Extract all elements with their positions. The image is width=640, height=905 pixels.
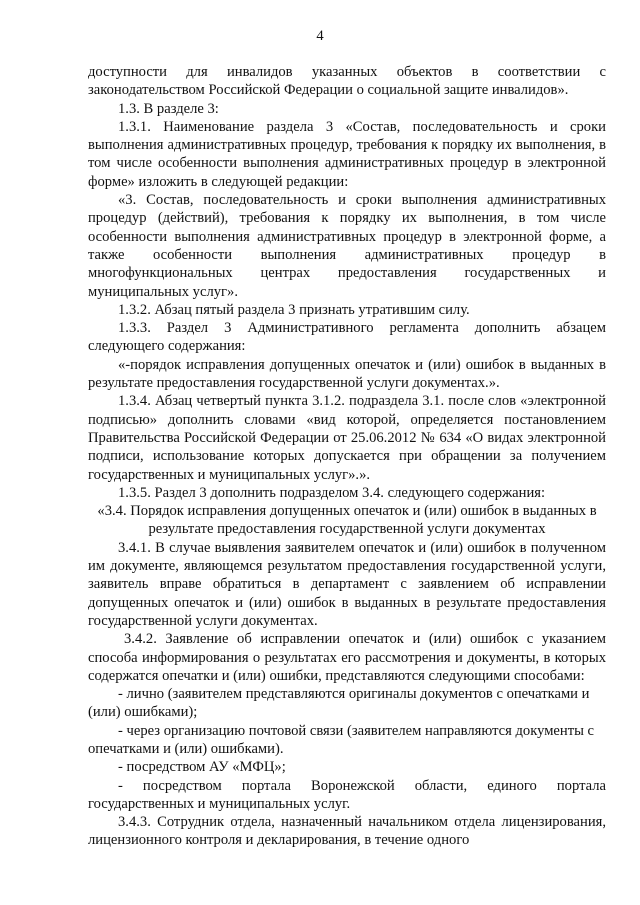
paragraph-1-3: 1.3. В разделе 3: xyxy=(118,100,219,117)
paragraph-1-3-3: 1.3.3. Раздел 3 Административного регламента дополнить абзацем следующего содержания: xyxy=(88,320,606,355)
document-body xyxy=(88,63,606,850)
page-number: 4 xyxy=(316,28,324,44)
paragraph-1-3-1: 1.3.1. Наименование раздела 3 «Состав, последовательность и сроки выполнения административных процедур, требования к порядку их выполнения, в том числе особенности выполнения административных процедур в электронной форме» изложить в следующей редакции: xyxy=(88,118,606,190)
quote-correction-procedure: «-порядок исправления допущенных опечаток и (или) ошибок в выданных в результате предоставления государственной услуги документах.». xyxy=(88,356,606,392)
subsection-3-4-heading: «3.4. Порядок исправления допущенных опечаток и (или) ошибок в выданных в результате предоставления государственной услуги документах xyxy=(97,503,597,538)
list-item-in-person: - лично (заявителем представляются оригиналы документов с опечатками и (или) ошибками); xyxy=(88,686,590,721)
paragraph-1-3-2: 1.3.2. Абзац пятый раздела 3 признать утратившим силу. xyxy=(118,301,470,318)
list-item-portal: - посредством портала Воронежской области, единого портала государственных и муниципальных услуг. xyxy=(88,777,606,812)
paragraph-1-3-5: 1.3.5. Раздел 3 дополнить подразделом 3.4. следующего содержания: xyxy=(118,484,546,501)
list-item-mfc: - посредством АУ «МФЦ»; xyxy=(118,759,286,776)
paragraph-3-4-3: 3.4.3. Сотрудник отдела, назначенный начальником отдела лицензирования, лицензионного контроля и декларирования, в течение одного xyxy=(88,814,606,849)
paragraph-accessibility-end: доступности для инвалидов указанных объектов в соответствии с законодательством Российской Федерации о социальной защите инвалидов». xyxy=(88,64,606,99)
list-item-postal: - через организацию почтовой связи (заявителем направляются документы с опечатками и (или) ошибками). xyxy=(88,722,595,757)
paragraph-3-4-1: 3.4.1. В случае выявления заявителем опечаток и (или) ошибок в полученном им документе, являющемся результатом предоставления государственной услуги, заявитель вправе обратиться в департамент с заявлением об исправлении допущенных опечаток и (или) ошибок в выданных в результате предоставления государственной услуги документах. xyxy=(88,539,606,629)
quote-section-3-title: «3. Состав, последовательность и сроки выполнения административных процедур (действий), требования к порядку их выполнения, в том числе особенности выполнения административных процедур в электронной форме, а также особенности выполнения административных процедур в многофункциональных центрах предоставления государственных и муниципальных услуг». xyxy=(88,192,606,300)
paragraph-3-4-2: 3.4.2. Заявление об исправлении опечаток и (или) ошибок с указанием способа информирования о результатах его рассмотрения и документы, в которых содержатся опечатки и (или) ошибки, представляются следующими способами: xyxy=(88,631,606,684)
paragraph-1-3-4: 1.3.4. Абзац четвертый пункта 3.1.2. подраздела 3.1. после слов «электронной подписью» дополнить словами «вид которой, определяется постановлением Правительства Российской Федерации от 25.06.2012 № 634 «О видах электронной подписи, использование которых допускается при обращении за получением государственных и муниципальных услуг».». xyxy=(88,393,606,483)
